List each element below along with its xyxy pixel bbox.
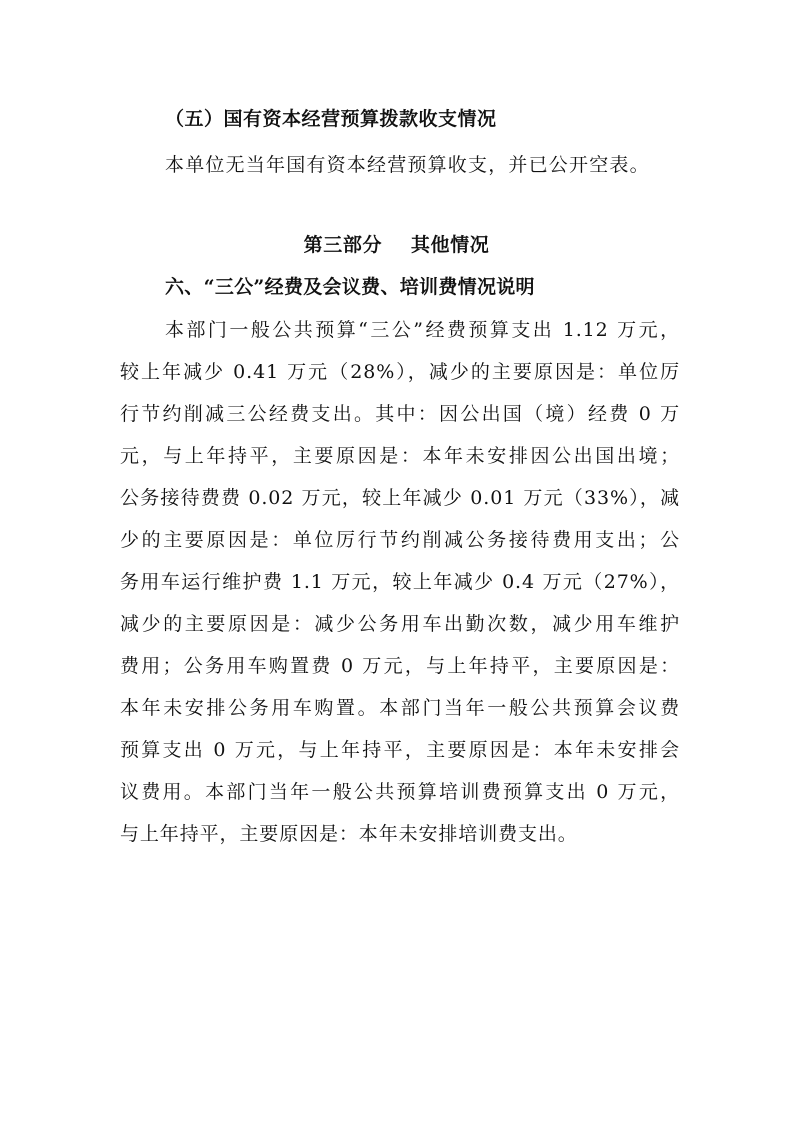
section-5-text: 本单位无当年国有资本经营预算收支，并已公开空表。: [165, 154, 650, 176]
body-line: 务用车运行维护费 1.1 万元，较上年减少 0.4 万元（27%），: [120, 571, 680, 593]
body-line: 减少的主要原因是：减少公务用车出勤次数，减少用车维护: [120, 613, 680, 635]
body-line: 公务接待费费 0.02 万元，较上年减少 0.01 万元（33%），减: [120, 487, 680, 509]
body-line: 少的主要原因是：单位厉行节约削减公务接待费用支出；公: [120, 529, 680, 551]
section-5-heading: （五）国有资本经营预算拨款收支情况: [165, 108, 497, 130]
body-line: 费用；公务用车购置费 0 万元，与上年持平，主要原因是：: [120, 655, 680, 677]
body-line: 较上年减少 0.41 万元（28%），减少的主要原因是：单位厉: [120, 361, 680, 383]
body-line: 本部门一般公共预算“三公”经费预算支出 1.12 万元，: [165, 319, 680, 341]
body-line: 预算支出 0 万元，与上年持平，主要原因是：本年未安排会: [120, 739, 680, 761]
body-line: 行节约削减三公经费支出。其中：因公出国（境）经费 0 万: [120, 403, 680, 425]
part-3-title: 第三部分 其他情况: [303, 234, 490, 256]
body-line: 元，与上年持平，主要原因是：本年未安排因公出国出境；: [120, 445, 680, 467]
section-6-heading: 六、“三公”经费及会议费、培训费情况说明: [165, 276, 535, 298]
body-line: 本年未安排公务用车购置。本部门当年一般公共预算会议费: [120, 697, 680, 719]
body-line: 与上年持平，主要原因是：本年未安排培训费支出。: [120, 823, 578, 845]
body-line: 议费用。本部门当年一般公共预算培训费预算支出 0 万元，: [120, 781, 680, 803]
